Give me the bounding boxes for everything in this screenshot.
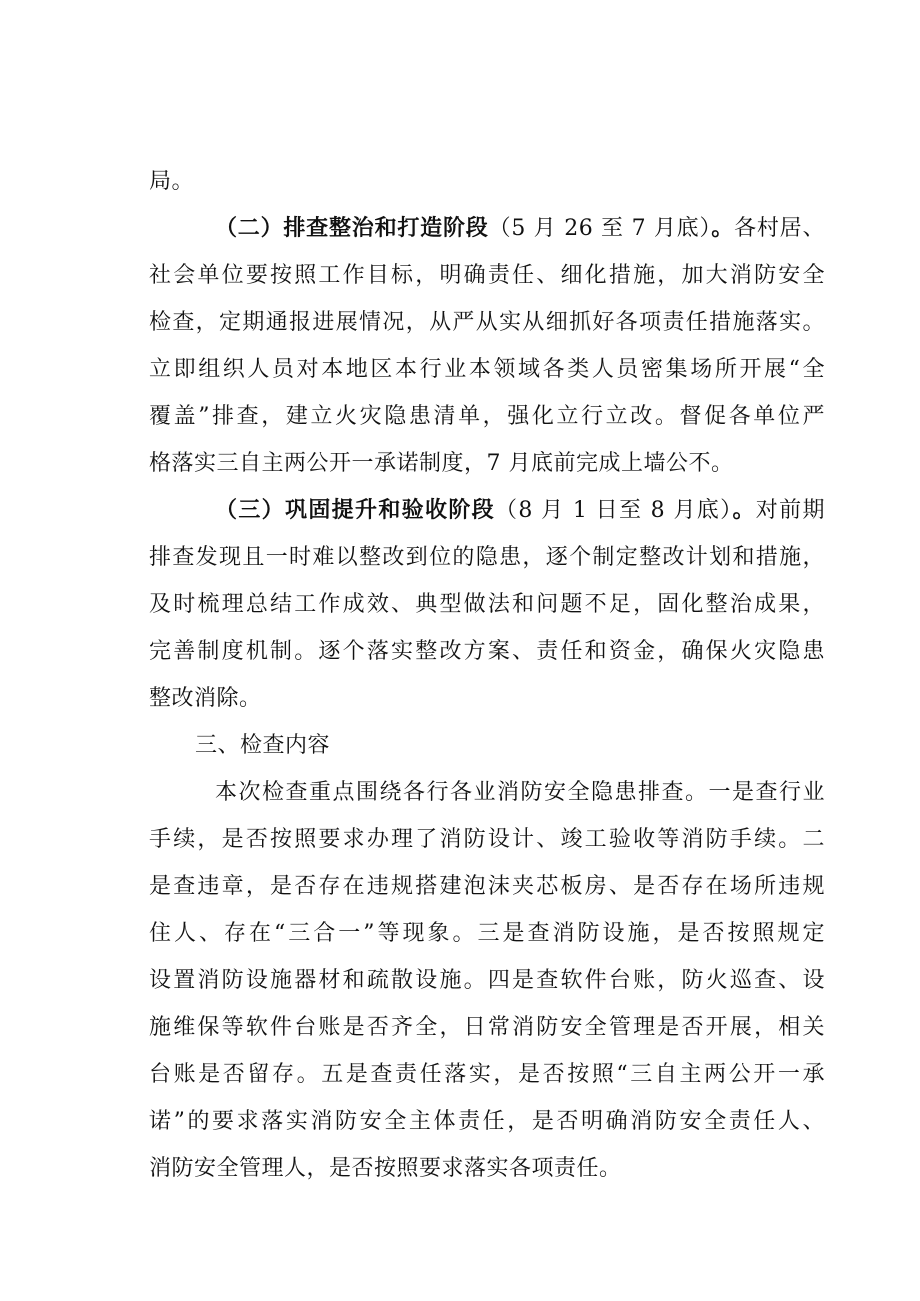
paragraph-line — [149, 299, 825, 346]
text-line: 住人、存在“三合一”等现象。三是查消防设施，是否按照规定 — [149, 921, 825, 946]
text-line: 社会单位要按照工作目标，明确责任、细化措施，加大消防安全 — [149, 263, 825, 288]
paragraph-line — [149, 252, 825, 299]
text-line: 设置消防设施器材和疏散设施。四是查软件台账，防火巡查、设 — [149, 968, 825, 993]
paragraph-line — [149, 628, 825, 675]
paragraph-line — [149, 1051, 825, 1098]
stage-three-title-end: 。 — [732, 497, 756, 523]
paragraph-line — [149, 1098, 825, 1145]
text-line: 完善制度机制。逐个落实整改方案、责任和资金，确保火灾隐患 — [149, 639, 825, 664]
stage-two-title: （二）排查整治和打造阶段 — [215, 215, 489, 241]
text-line: 消防安全管理人，是否按照要求落实各项责任。 — [149, 1156, 622, 1181]
stage-two-title-end: 。 — [711, 215, 735, 241]
stage-three-first-line — [149, 487, 825, 534]
text-line: 各村居、 — [734, 216, 825, 241]
text-line: 排查发现且一时难以整改到位的隐患，逐个制定整改计划和措施， — [149, 545, 825, 570]
text-line: 对前期 — [755, 498, 825, 523]
paragraph-line — [149, 910, 825, 957]
text-line: 是查违章，是否存在违规搭建泡沫夹芯板房、是否存在场所违规 — [149, 874, 825, 899]
text-line: 局。 — [149, 169, 195, 194]
paragraph-line — [149, 816, 825, 863]
paragraph-line — [149, 675, 825, 722]
text-line: 施维保等软件台账是否齐全，日常消防安全管理是否开展，相关 — [149, 1015, 825, 1040]
document-page — [149, 158, 825, 1192]
text-line: 本次检查重点围绕各行各业消防安全隐患排查。一是查行业 — [215, 780, 825, 805]
paragraph-line — [149, 769, 825, 816]
text-line: 覆盖”排查，建立火灾隐患清单，强化立行立改。督促各单位严 — [149, 404, 825, 429]
text-line: 台账是否留存。五是查责任落实，是否按照“三自主两公开一承 — [149, 1062, 825, 1087]
paragraph-line — [149, 1145, 825, 1192]
paragraph-line — [149, 440, 825, 487]
stage-two-first-line — [149, 205, 825, 252]
text-line: 手续，是否按照要求办理了消防设计、竣工验收等消防手续。二 — [149, 827, 825, 852]
text-line: 整改消除。 — [149, 686, 262, 711]
paragraph-line — [149, 346, 825, 393]
text-line: 检查，定期通报进展情况，从严从实从细抓好各项责任措施落实。 — [149, 310, 825, 335]
text-line: 立即组织人员对本地区本行业本领域各类人员密集场所开展“全 — [149, 357, 825, 382]
paragraph-continuation-line — [149, 158, 825, 205]
section-heading — [149, 722, 825, 769]
paragraph-line — [149, 863, 825, 910]
section-heading-text: 三、检查内容 — [195, 733, 331, 758]
paragraph-line — [149, 534, 825, 581]
paragraph-line — [149, 957, 825, 1004]
stage-three-title: （三）巩固提升和验收阶段 — [215, 497, 495, 523]
text-line: 诺”的要求落实消防安全主体责任，是否明确消防安全责任人、 — [149, 1109, 825, 1134]
paragraph-line — [149, 581, 825, 628]
text-line: 及时梳理总结工作成效、典型做法和问题不足，固化整治成果， — [149, 592, 825, 617]
stage-three-dates: （8 月 1 日至 8 月底） — [495, 498, 733, 523]
paragraph-line — [149, 1004, 825, 1051]
text-line: 格落实三自主两公开一承诺制度，7 月底前完成上墙公不。 — [149, 451, 734, 476]
stage-two-dates: （5 月 26 至 7 月底） — [488, 216, 712, 241]
paragraph-line — [149, 393, 825, 440]
